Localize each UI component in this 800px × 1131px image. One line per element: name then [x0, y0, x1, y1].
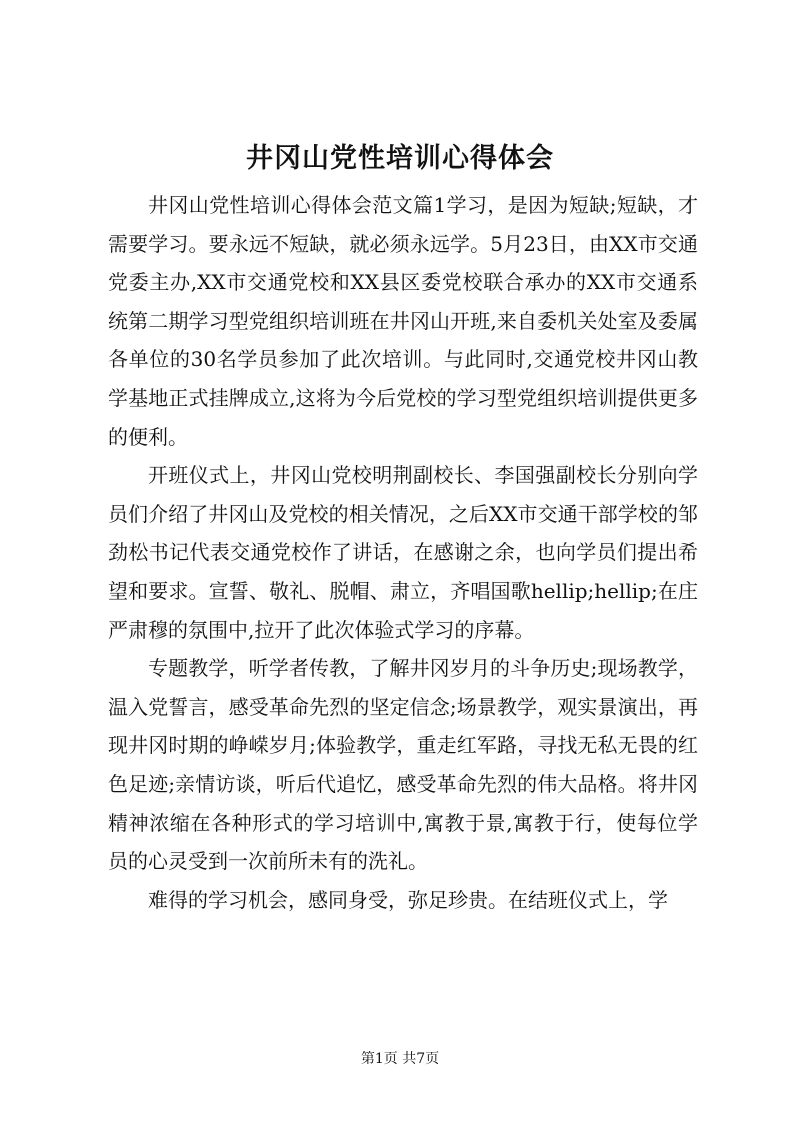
paragraph-4: 难得的学习机会，感同身受，弥足珍贵。在结班仪式上，学 [148, 887, 668, 912]
page-footer [0, 1049, 800, 1069]
paragraph-3: 专题教学，听学者传教，了解井冈岁月的斗争历史;现场教学，温入党誓言，感受革命先烈的坚定信念;场景教学，观实景演出，再现井冈时期的峥嵘岁月;体验教学，重走红军路，寻找无私无畏的红色足迹;亲情访谈，听后代追忆，感受革命先烈的伟大品格。将井冈精神浓缩在各种形式的学习培训中,寓教于景,寓教于行，使每位学员的心灵受到一次前所未有的洗礼。 [108, 656, 698, 874]
paragraph-1: 井冈山党性培训心得体会范文篇1学习，是因为短缺;短缺，才需要学习。要永远不短缺，就必须永远学。5月23日，由XX市交通党委主办,XX市交通党校和XX县区委党校联合承办的XX市交通系统第二期学习型党组织培训班在井冈山开班,来自委机关处室及委属各单位的30名学员参加了此次培训。与此同时,交通党校井冈山教学基地正式挂牌成立,这将为今后党校的学习型党组织培训提供更多的便利。 [108, 193, 698, 449]
document-body [108, 186, 698, 919]
paragraph-2: 开班仪式上，井冈山党校明荆副校长、李国强副校长分别向学员们介绍了井冈山及党校的相关情况，之后XX市交通干部学校的邹劲松书记代表交通党校作了讲话，在感谢之余，也向学员们提出希望和要求。宣誓、敬礼、脱帽、肃立，齐唱国歌hellip;hellip;在庄严肃穆的氛围中,拉开了此次体验式学习的序幕。 [108, 463, 698, 642]
page-title: 井冈山党性培训心得体会 [246, 143, 554, 174]
page-number: 第1页 共7页 [360, 1051, 440, 1067]
